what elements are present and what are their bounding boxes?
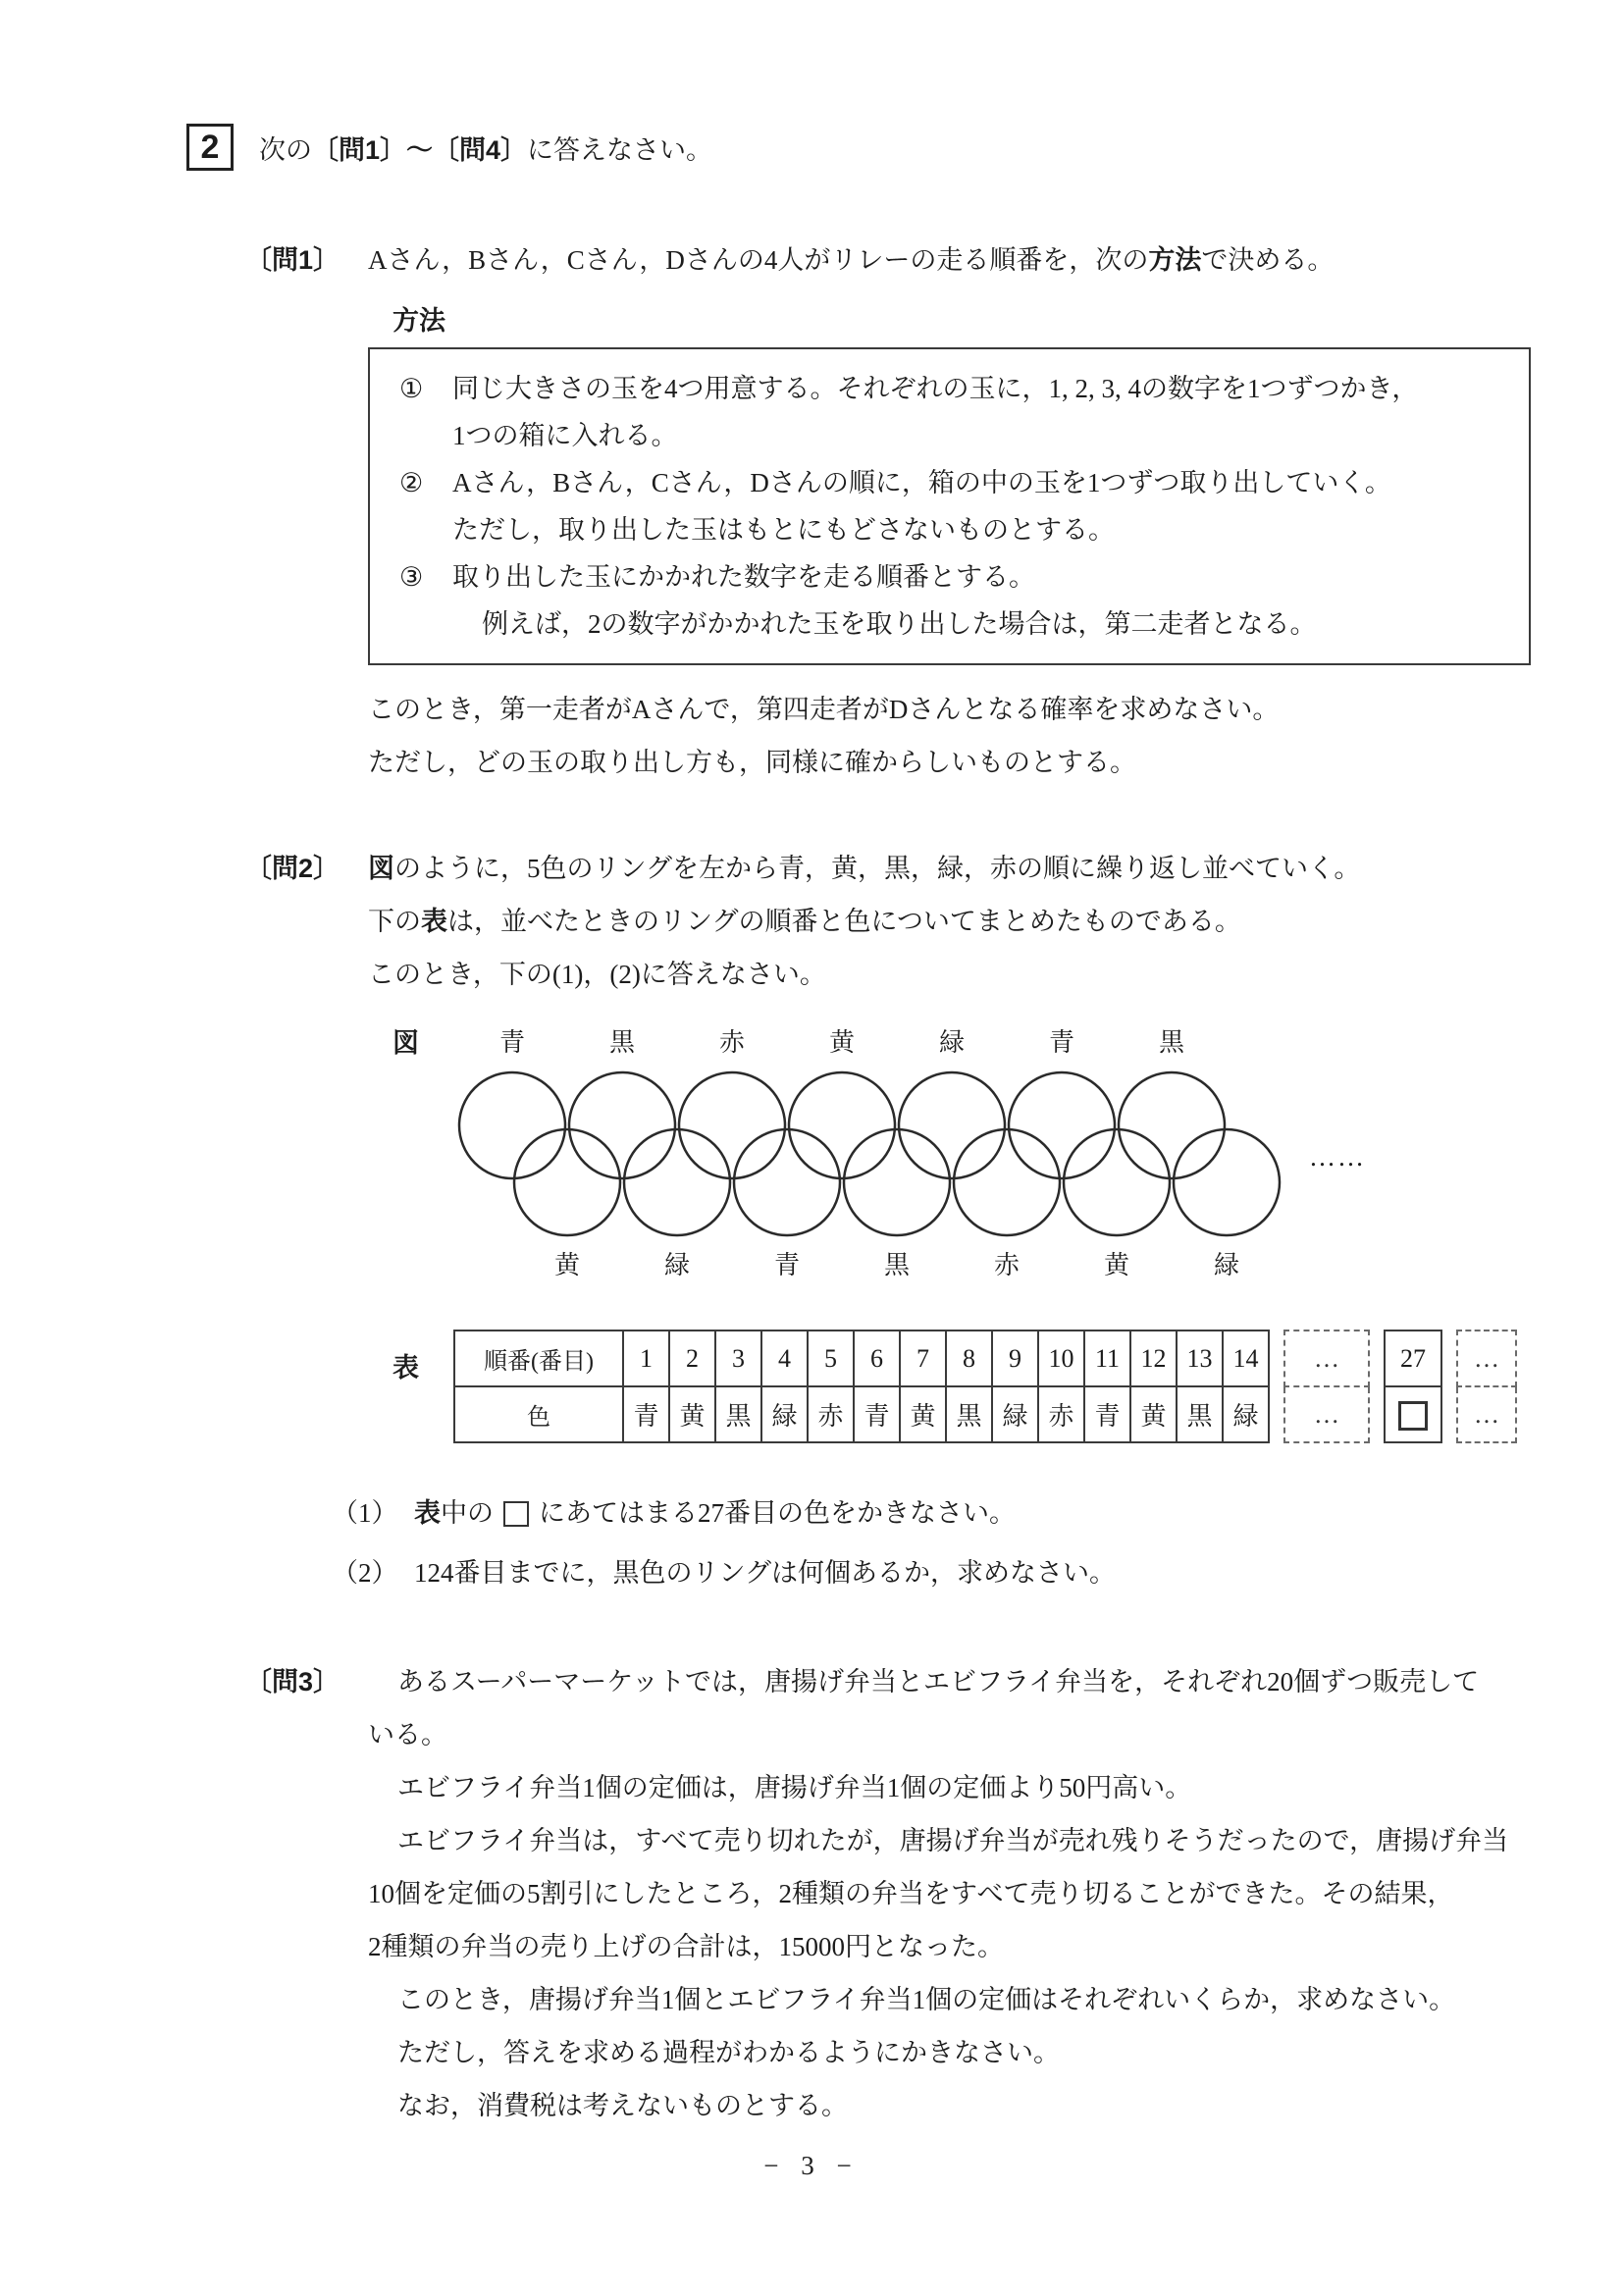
table-row	[1457, 1331, 1516, 1386]
ring-label-top-3: 赤	[718, 1028, 745, 1057]
q3-line-5: 10個を定価の5割引にしたところ，2種類の弁当をすべて売り切ることができた。その結果，	[368, 1879, 1454, 1908]
q1-closing-1: このとき，第一走者がAさんで，第四走者がDさんとなる確率を求めなさい。	[368, 695, 1280, 724]
ring-circle	[844, 1129, 950, 1235]
q3-line-4: エビフライ弁当は，すべて売り切れたが，唐揚げ弁当が売れ残りそうだったので，唐揚げ弁当	[397, 1826, 1509, 1855]
table-cell: 11	[1084, 1331, 1130, 1386]
table-cell: 赤	[808, 1386, 854, 1442]
ring-label-bottom-4: 黒	[883, 1251, 910, 1279]
ring-circle	[1119, 1072, 1225, 1178]
table-row	[1284, 1386, 1369, 1442]
method-step-1	[399, 365, 1505, 459]
sub1-mid: 中の	[441, 1498, 494, 1528]
step-3-lines	[452, 553, 1505, 648]
table-row	[1284, 1331, 1369, 1386]
rings-figure	[453, 1026, 1425, 1288]
table-cell: 13	[1177, 1331, 1223, 1386]
table-cell: 2	[669, 1331, 715, 1386]
ring-circle	[679, 1072, 785, 1178]
table-cell: 8	[946, 1331, 992, 1386]
table-cell: 青	[623, 1386, 669, 1442]
table-cell: 12	[1130, 1331, 1177, 1386]
table-cell-27-color	[1385, 1386, 1441, 1442]
table-cell: 青	[854, 1386, 900, 1442]
table-cell-ellipsis: …	[1457, 1386, 1516, 1442]
table-row-color	[454, 1386, 1269, 1442]
ring-label-top-5: 緑	[938, 1028, 965, 1057]
step-2-line-2: ただし，取り出した玉はもとにもどさないものとする。	[452, 515, 1115, 545]
table-header-order: 順番(番目)	[454, 1331, 623, 1386]
method-step-2	[399, 459, 1505, 553]
ring-circle	[789, 1072, 895, 1178]
question-2-sub-2	[332, 1546, 1623, 1600]
ring-label-bottom-2: 緑	[663, 1251, 690, 1279]
question-2-intro-3: このとき，下の(1)，(2)に答えなさい。	[368, 960, 826, 989]
table-cell: 黄	[1130, 1386, 1177, 1442]
figure-row	[393, 1026, 1623, 1288]
q1-intro-bold: 方法	[1148, 245, 1202, 275]
table-header-color: 色	[454, 1386, 623, 1442]
question-2-intro-1	[368, 842, 1623, 895]
table-cell: 黄	[900, 1386, 946, 1442]
q3-line-8: ただし，答えを求める過程がわかるようにかきなさい。	[397, 2038, 1060, 2067]
ring-circle	[1009, 1072, 1115, 1178]
problem-number: 2	[200, 128, 220, 166]
ring-circle	[624, 1129, 730, 1235]
question-2-first-line	[0, 842, 1623, 895]
table-cell: 7	[900, 1331, 946, 1386]
table-cell: 黒	[1177, 1386, 1223, 1442]
instruction-bold: 〔問1〕～〔問4〕	[312, 134, 528, 165]
q3-line-9: なお，消費税は考えないものとする。	[397, 2091, 848, 2120]
step-1-line-1: 同じ大きさの玉を4つ用意する。それぞれの玉に，1, 2, 3, 4の数字を1つずつかき，	[452, 374, 1419, 403]
table-cell-27: 27	[1385, 1331, 1441, 1386]
question-3-label: 〔問3〕	[245, 1667, 340, 1696]
step-1-line-2: 1つの箱に入れる。	[452, 421, 678, 450]
table-cell: 9	[992, 1331, 1038, 1386]
q1-intro-post: で決める。	[1201, 245, 1335, 275]
question-1	[0, 234, 1623, 789]
table-main	[453, 1330, 1270, 1443]
table-row	[1457, 1386, 1516, 1442]
table-cell: 黄	[669, 1386, 715, 1442]
sub-2-marker: （2）	[332, 1558, 398, 1588]
table-cell: 1	[623, 1331, 669, 1386]
table-cell: 緑	[761, 1386, 808, 1442]
q2-intro1-bold: 図	[368, 854, 394, 883]
problem-instruction	[259, 129, 712, 167]
step-3-line-2: 例えば，2の数字がかかれた玉を取り出した場合は，第二走者となる。	[482, 609, 1317, 639]
q3-line-1: あるスーパーマーケットでは，唐揚げ弁当とエビフライ弁当を，それぞれ20個ずつ販売して	[397, 1667, 1480, 1696]
table-cell: 黒	[946, 1386, 992, 1442]
ring-label-bottom-5: 赤	[993, 1251, 1020, 1279]
q3-line-6: 2種類の弁当の売り上げの合計は，15000円となった。	[368, 1932, 1004, 1961]
step-1-marker: ①	[399, 374, 424, 403]
q2-intro2-post: は，並べたときのリングの順番と色についてまとめたものである。	[447, 907, 1241, 936]
table-cell: 6	[854, 1331, 900, 1386]
question-2-label: 〔問2〕	[245, 854, 340, 883]
step-1-lines	[452, 365, 1505, 459]
table-col-27	[1384, 1330, 1442, 1443]
sub-1-text	[414, 1487, 1623, 1540]
q1-intro-pre: Aさん，Bさん，Cさん，Dさんの4人がリレーの走る順番を，次の	[368, 245, 1149, 275]
ring-circle	[514, 1129, 620, 1235]
question-1-intro	[368, 234, 1623, 287]
step-2-marker: ②	[399, 468, 424, 497]
table-cell-ellipsis: …	[1457, 1331, 1516, 1386]
question-1-label: 〔問1〕	[245, 245, 340, 275]
problem-number-box	[186, 124, 234, 171]
method-title: 方法	[393, 306, 445, 336]
ring-label-top-2: 黒	[608, 1028, 635, 1057]
table-cell: 黒	[715, 1386, 761, 1442]
ring-label-bottom-7: 緑	[1213, 1251, 1239, 1279]
q3-line-3: エビフライ弁当1個の定価は，唐揚げ弁当1個の定価より50円高い。	[397, 1773, 1192, 1802]
q3-line-2: いる。	[368, 1720, 447, 1749]
table-cell: 赤	[1038, 1386, 1084, 1442]
sub1-bold: 表	[414, 1498, 441, 1528]
ring-circle	[459, 1072, 565, 1178]
ring-label-bottom-1: 黄	[553, 1251, 580, 1279]
sub-2-text: 124番目までに，黒色のリングは何個あるか，求めなさい。	[414, 1558, 1116, 1588]
table-cell: 14	[1223, 1331, 1269, 1386]
sub-1-marker: （1）	[332, 1498, 398, 1528]
page-number: − 3 −	[763, 2151, 860, 2180]
step-2-line-1: Aさん，Bさん，Cさん，Dさんの順に，箱の中の玉を1つずつ取り出していく。	[452, 468, 1391, 497]
table-label: 表	[393, 1353, 419, 1383]
table-cell: 緑	[1223, 1386, 1269, 1442]
color-answer-box	[1398, 1401, 1428, 1431]
table-cell: 緑	[992, 1386, 1038, 1442]
ring-label-top-6: 青	[1048, 1028, 1074, 1057]
figure-label: 図	[393, 1028, 419, 1058]
ring-circle	[734, 1129, 840, 1235]
table-cell: 3	[715, 1331, 761, 1386]
table-cell: 4	[761, 1331, 808, 1386]
table-cell: 青	[1084, 1386, 1130, 1442]
order-color-table-row	[393, 1330, 1623, 1443]
ring-circle	[569, 1072, 675, 1178]
q2-intro2-pre: 下の	[368, 907, 421, 936]
problem-header	[186, 0, 1623, 171]
step-3-line-1: 取り出した玉にかかれた数字を走る順番とする。	[452, 562, 1035, 592]
ring-label-top-4: 黄	[828, 1028, 855, 1057]
table-ellipsis-mid	[1283, 1330, 1370, 1443]
question-3-first-line	[0, 1655, 1623, 1708]
ring-label-bottom-6: 黄	[1103, 1251, 1129, 1279]
question-3	[0, 1655, 1623, 2132]
table-cell: 5	[808, 1331, 854, 1386]
rings-continuation-ellipsis: ……	[1309, 1142, 1366, 1172]
table-cell: 10	[1038, 1331, 1084, 1386]
table-cell-ellipsis: …	[1284, 1386, 1369, 1442]
question-2	[0, 842, 1623, 1600]
table-row	[1385, 1331, 1441, 1386]
instruction-post: に答えなさい。	[527, 134, 713, 165]
question-2-intro-2	[368, 895, 1623, 948]
method-step-3	[399, 553, 1505, 648]
ring-circle	[1064, 1129, 1170, 1235]
ring-label-bottom-3: 青	[773, 1251, 800, 1279]
inline-answer-box	[503, 1501, 529, 1527]
q1-closing-2: ただし，どの玉の取り出し方も，同様に確からしいものとする。	[368, 748, 1136, 777]
sub1-post: にあてはまる27番目の色をかきなさい。	[539, 1498, 1016, 1528]
ring-circle	[899, 1072, 1005, 1178]
table-ellipsis-end	[1456, 1330, 1517, 1443]
table-row-order	[454, 1331, 1269, 1386]
table-cell-ellipsis: …	[1284, 1331, 1369, 1386]
ring-circle	[954, 1129, 1060, 1235]
q2-intro1-rest: のように，5色のリングを左から青，黄，黒，緑，赤の順に繰り返し並べていく。	[394, 854, 1361, 883]
step-2-lines	[452, 459, 1505, 553]
q3-line-7: このとき，唐揚げ弁当1個とエビフライ弁当1個の定価はそれぞれいくらか，求めなさい。	[397, 1985, 1456, 2014]
ring-circle	[1174, 1129, 1280, 1235]
step-3-marker: ③	[399, 562, 424, 592]
question-1-first-line	[0, 234, 1623, 287]
instruction-pre: 次の	[259, 134, 312, 165]
question-2-sub-1	[332, 1487, 1623, 1540]
table-row	[1385, 1386, 1441, 1442]
method-box	[368, 347, 1531, 665]
q2-intro2-bold: 表	[421, 907, 447, 936]
ring-label-top-7: 黒	[1158, 1028, 1184, 1057]
rings-svg	[453, 1064, 1287, 1245]
ring-label-top-1: 青	[498, 1028, 525, 1057]
